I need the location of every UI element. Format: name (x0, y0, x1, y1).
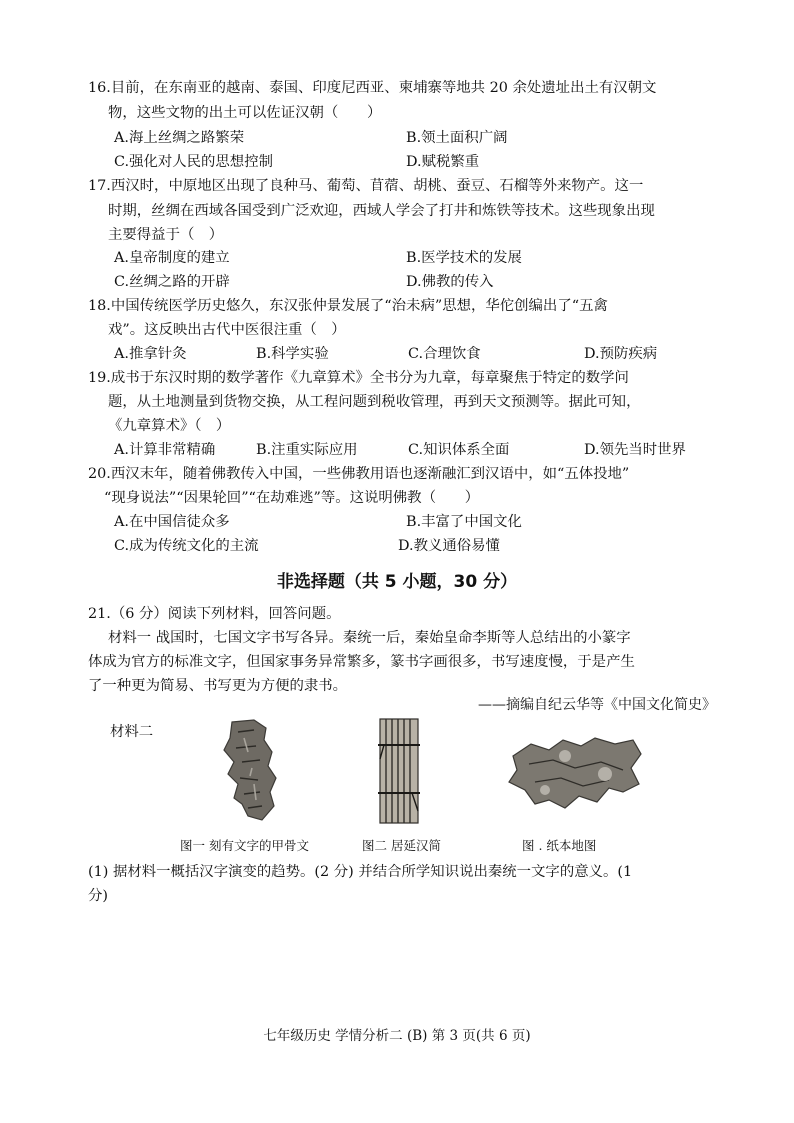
q18-option-a: A.推拿针灸 (114, 346, 187, 362)
q17-stem-line3: 主要得益于（ ） (108, 227, 224, 243)
bamboo-slips-image (376, 715, 422, 827)
q18-stem-line1: 18.中国传统医学历史悠久，东汉张仲景发展了“治未病”思想，华佗创编出了“五禽 (88, 298, 608, 314)
section-heading: 非选择题（共 5 小题，30 分） (276, 572, 518, 592)
q16-option-c: C.强化对人民的思想控制 (114, 154, 273, 170)
q19-option-d: D.领先当时世界 (584, 442, 686, 458)
q16-option-b: B.领土面积广阔 (406, 130, 508, 146)
q19-stem-line2: 题，从土地测量到货物交换，从工程问题到税收管理，再到天文预测等。据此可知， (108, 394, 641, 410)
q19-option-b: B.注重实际应用 (256, 442, 358, 458)
q16-option-d: D.赋税繁重 (406, 154, 480, 170)
q20-option-d: D.教义通俗易懂 (398, 538, 500, 554)
q18-option-d: D.预防疾病 (584, 346, 658, 362)
figure3-caption: 图 . 纸本地图 (522, 838, 597, 853)
figure2-caption: 图二 居延汉简 (362, 838, 441, 853)
q16-stem-line1: 16.目前，在东南亚的越南、泰国、印度尼西亚、柬埔寨等地共 20 余处遗址出土有汉朝文 (88, 80, 657, 96)
q20-option-c: C.成为传统文化的主流 (114, 538, 259, 554)
q20-stem-line1: 20.西汉末年，随着佛教传入中国，一些佛教用语也逐渐融汇到汉语中，如“五体投地” (88, 466, 630, 482)
q21-material2-label: 材料二 (110, 724, 154, 740)
q19-option-a: A.计算非常精确 (114, 442, 216, 458)
q21-subquestion1-line2: 分) (88, 888, 109, 904)
q21-material1-source: ——摘编自纪云华等《中国文化简史》 (478, 697, 716, 713)
q17-option-d: D.佛教的传入 (406, 274, 494, 290)
q17-option-a: A.皇帝制度的建立 (114, 250, 230, 266)
q21-material1-line2: 体成为官方的标准文字，但国家事务异常繁多，篆书字画很多，书写速度慢，于是产生 (88, 654, 635, 670)
q19-stem-line3: 《九章算术》（ ） (108, 418, 231, 434)
figure1-caption: 图一 刻有文字的甲骨文 (180, 838, 309, 853)
q17-stem-line1: 17.西汉时，中原地区出现了良种马、葡萄、苜蓿、胡桃、蚕豆、石榴等外来物产。这一 (88, 178, 644, 194)
q21-intro: 21.（6 分）阅读下列材料，回答问题。 (88, 606, 341, 622)
q20-option-b: B.丰富了中国文化 (406, 514, 522, 530)
q19-stem-line1: 19.成书于东汉时期的数学著作《九章算术》全书分为九章，每章聚焦于特定的数学问 (88, 370, 629, 386)
q17-stem-line2: 时期，丝绸在西域各国受到广泛欢迎，西域人学会了打井和炼铁等技术。这些现象出现 (108, 203, 655, 219)
q19-option-c: C.知识体系全面 (408, 442, 510, 458)
oracle-bone-image (214, 718, 284, 823)
q21-subquestion1-line1: (1) 据材料一概括汉字演变的趋势。(2 分) 并结合所学知识说出秦统一文字的意义。(1 (88, 864, 633, 880)
q18-option-b: B.科学实验 (256, 346, 329, 362)
q17-option-b: B.医学技术的发展 (406, 250, 522, 266)
q20-stem-line2: “现身说法”“因果轮回”“在劫难逃”等。这说明佛教（ ） (104, 490, 480, 506)
q17-option-c: C.丝绸之路的开辟 (114, 274, 230, 290)
q21-material1-line3: 了一种更为简易、书写更为方便的隶书。 (88, 678, 348, 694)
q18-option-c: C.合理饮食 (408, 346, 481, 362)
q18-stem-line2: 戏”。这反映出古代中医很注重（ ） (108, 322, 346, 338)
q20-option-a: A.在中国信徒众多 (114, 514, 230, 530)
q21-material1-line1: 材料一 战国时，七国文字书写各异。秦统一后，秦始皇命李斯等人总结出的小篆字 (108, 630, 631, 646)
q16-option-a: A.海上丝绸之路繁荣 (114, 130, 245, 146)
q16-stem-line2: 物，这些文物的出土可以佐证汉朝（ ） (108, 105, 382, 121)
paper-map-image (505, 734, 645, 812)
page-footer: 七年级历史 学情分析二 (B) 第 3 页(共 6 页) (263, 1028, 531, 1044)
